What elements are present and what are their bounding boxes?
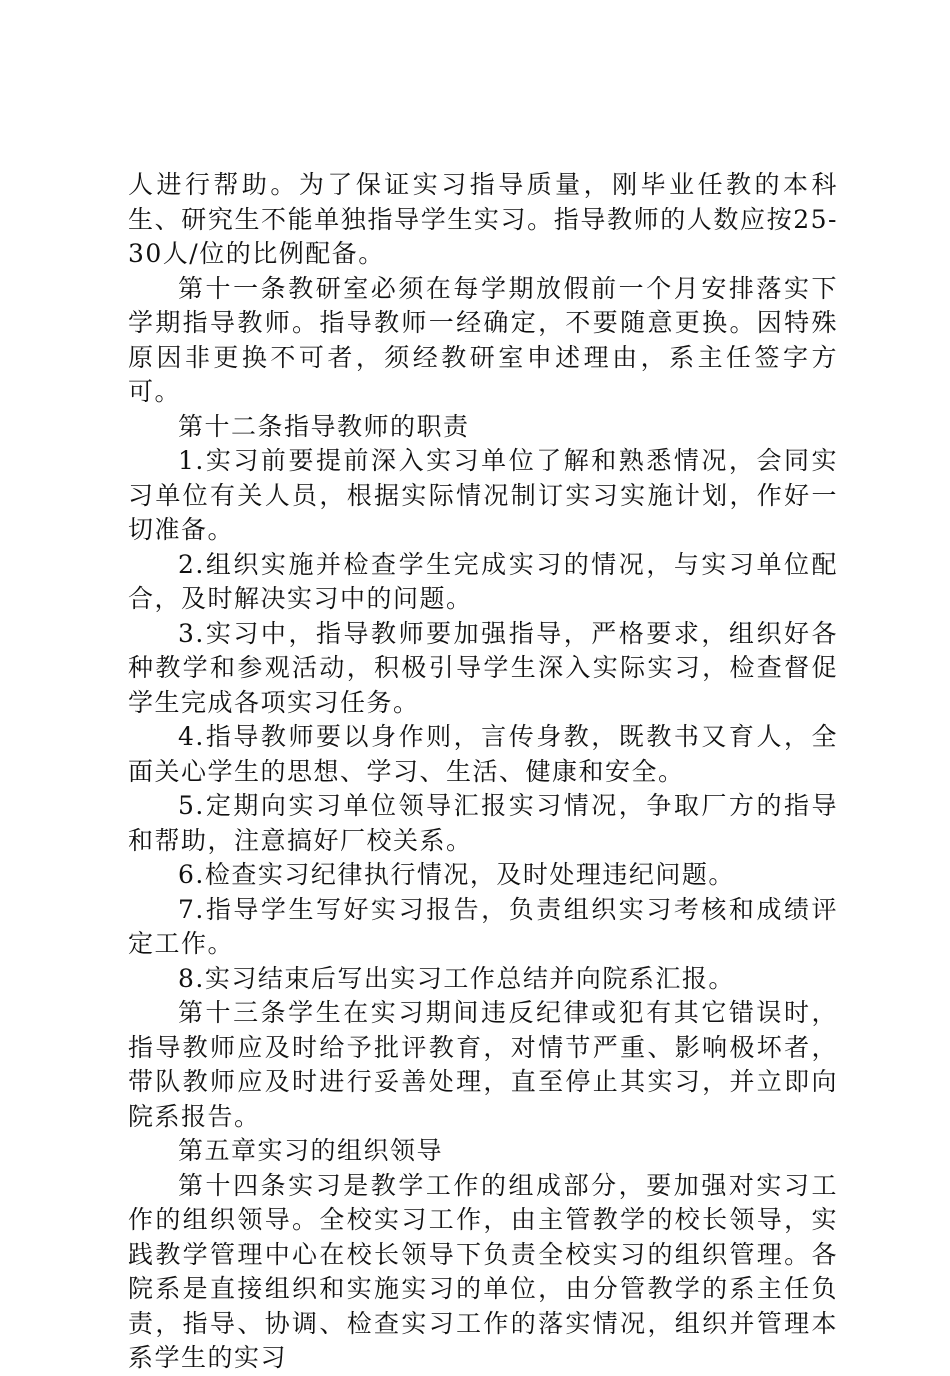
paragraph-continuation: 人进行帮助。为了保证实习指导质量，刚毕业任教的本科生、研究生不能单独指导学生实习。指导教师的人数应按25-30人/位的比例配备。 bbox=[128, 170, 838, 268]
list-item-5: 5.定期向实习单位领导汇报实习情况，争取厂方的指导和帮助，注意搞好厂校关系。 bbox=[128, 791, 838, 855]
list-item-6: 6.检查实习纪律执行情况，及时处理违纪问题。 bbox=[178, 860, 735, 889]
list-item-4: 4.指导教师要以身作则，言传身教，既教书又育人，全面关心学生的思想、学习、生活、健康和安全。 bbox=[128, 722, 838, 786]
list-item-3: 3.实习中，指导教师要加强指导，严格要求，组织好各种教学和参观活动，积极引导学生深入实际实习，检查督促学生完成各项实习任务。 bbox=[128, 618, 838, 717]
list-item-7: 7.指导学生写好实习报告，负责组织实习考核和成绩评定工作。 bbox=[128, 894, 838, 958]
list-item-2: 2.组织实施并检查学生完成实习的情况，与实习单位配合，及时解决实习中的问题。 bbox=[128, 549, 838, 613]
list-item-1: 1.实习前要提前深入实习单位了解和熟悉情况，会同实习单位有关人员，根据实际情况制订实习实施计划，作好一切准备。 bbox=[128, 446, 838, 544]
heading-article-12: 第十二条指导教师的职责 bbox=[178, 411, 470, 441]
paragraph-article-13: 第十三条学生在实习期间违反纪律或犯有其它错误时，指导教师应及时给予批评教育，对情节严重、影响极坏者，带队教师应及时进行妥善处理，直至停止其实习，并立即向院系报告。 bbox=[128, 998, 838, 1131]
paragraph-article-11: 第十一条教研室必须在每学期放假前一个月安排落实下学期指导教师。指导教师一经确定，不要随意更换。因特殊原因非更换不可者，须经教研室申述理由，系主任签字方可。 bbox=[128, 273, 838, 406]
list-item-8: 8.实习结束后写出实习工作总结并向院系汇报。 bbox=[178, 963, 735, 993]
paragraph-article-14: 第十四条实习是教学工作的组成部分，要加强对实习工作的组织领导。全校实习工作，由主管教学的校长领导，实践教学管理中心在校长领导下负责全校实习的组织管理。各院系是直接组织和实施实习的单位，由分管教学的系主任负责，指导、协调、检查实习工作的落实情况，组织并管理本系学生的实习 bbox=[128, 1170, 838, 1372]
chapter-heading-5: 第五章实习的组织领导 bbox=[178, 1136, 444, 1165]
document-body bbox=[128, 168, 838, 1376]
